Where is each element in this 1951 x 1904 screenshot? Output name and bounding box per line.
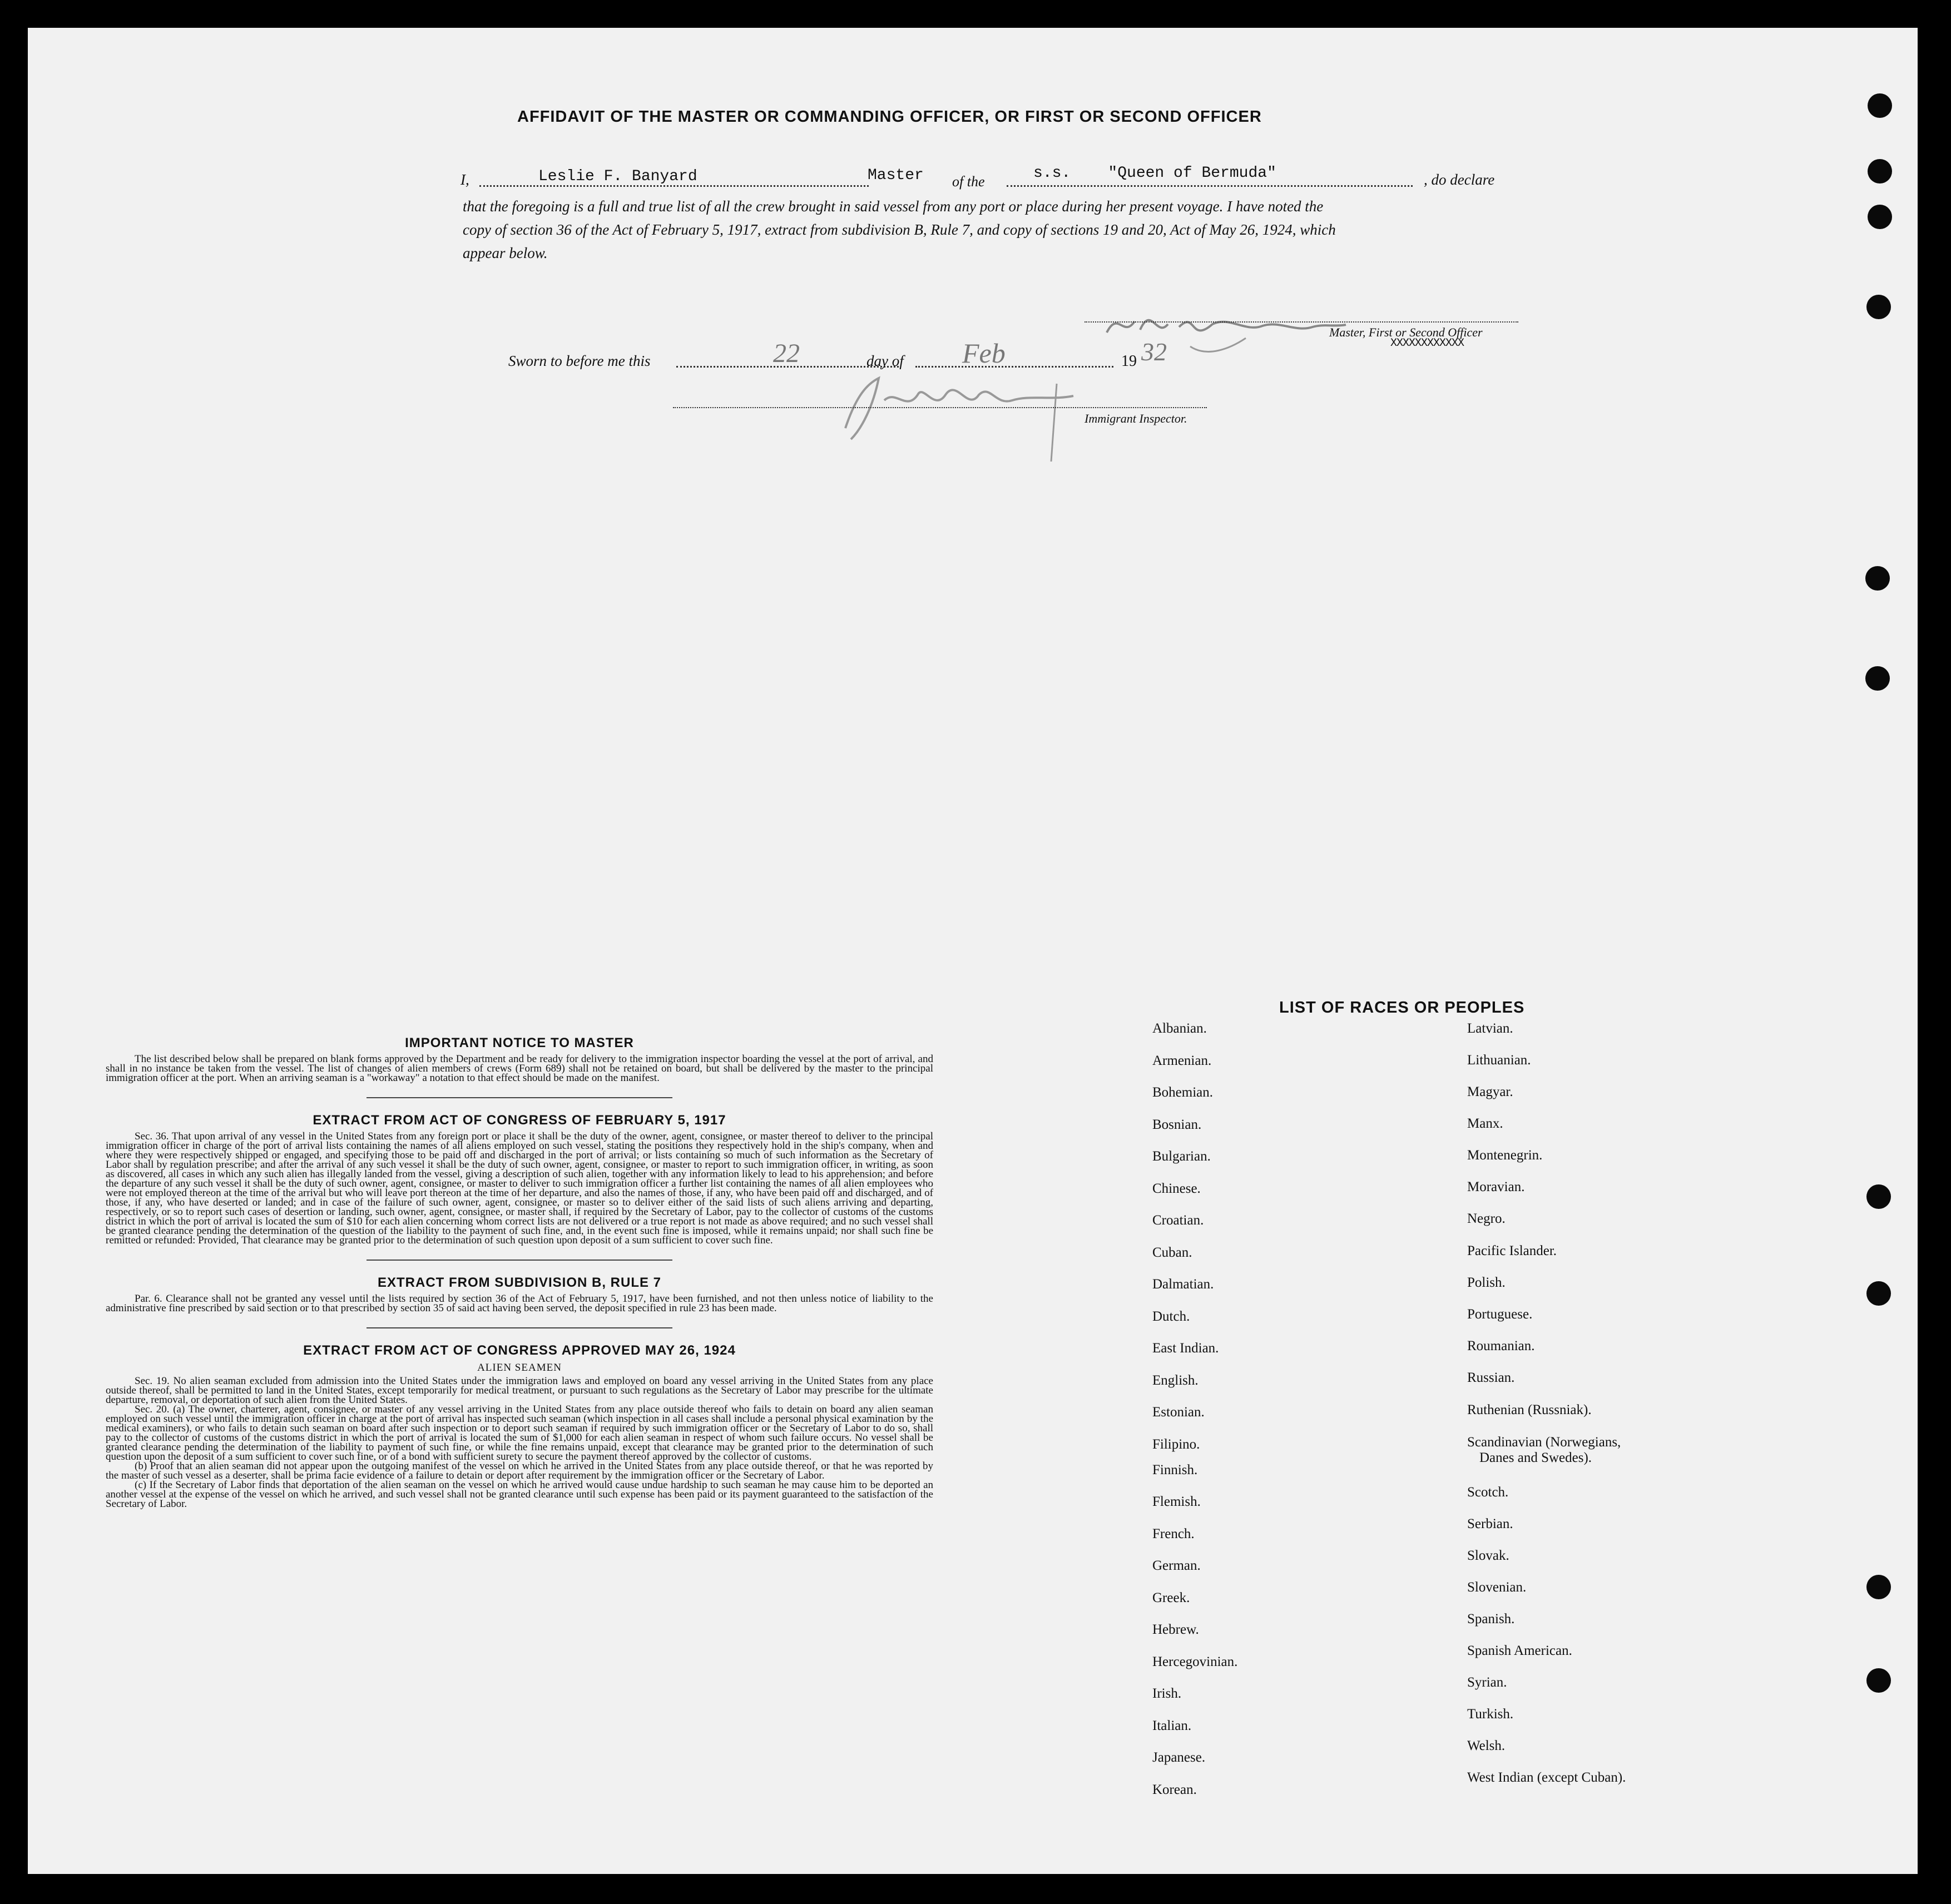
race-item: Scandinavian (Norwegians, — [1467, 1435, 1621, 1450]
extract1-heading: EXTRACT FROM ACT OF CONGRESS OF FEBRUARY 5, 1917 — [313, 1113, 726, 1128]
race-item: Slovak. — [1467, 1548, 1509, 1563]
race-item: Latvian. — [1467, 1021, 1513, 1036]
race-item: Portuguese. — [1467, 1307, 1533, 1322]
race-item: East Indian. — [1152, 1341, 1219, 1356]
race-item: Japanese. — [1152, 1750, 1206, 1765]
affidavit-title: AFFIDAVIT OF THE MASTER OR COMMANDING OFFICER, OR FIRST OR SECOND OFFICER — [517, 108, 1262, 126]
inspector-signature-line — [673, 407, 1207, 408]
race-item: Italian. — [1152, 1718, 1192, 1733]
punch-hole — [1865, 566, 1890, 591]
race-item: Filipino. — [1152, 1436, 1200, 1452]
extract1-body: Sec. 36. That upon arrival of any vessel in the United States from any foreign port or place it shall be the duty of the owner, agent, consignee, or master thereof to deliver to the principal immigration officer in charge of the port of arrival lists containing the names of all aliens employed on such vessel, stating the positions they respectively hold in the ship's company, when and where they were respectively shipped or engaged, and specifying those to be paid off and discharged in the port of arrival; or lists containing so much of such information as the Secretary of Labor shall by regulation prescribe; and after the arrival of any such vessel it shall be the duty of such owner, agent, consignee, or master to report to such immigration officer, in writing, as soon as discovered, all cases in which any such alien has illegally landed from the vessel, giving a description of such alien, together with any information likely to lead to his apprehension; and before the departure of any such vessel it shall be the duty of such owner, agent, consignee, or master to deliver to such immigration officer a further list containing the names of all alien employees who were not employed thereon at the time of the arrival but who will leave port thereon at the time of her departure, and also the names of those, if any, who have been paid off and discharged, and of those, if any, who have deserted or landed; and in case of the failure of such owner, agent, consignee, or master so to deliver either of the said lists of such aliens arriving and departing, respectively, or so to report such cases of desertion or landing, such owner, agent, consignee, or master shall, if required by the Secretary of Labor, pay to the collector of customs of the customs district in which the port of arrival is located the sum of $10 for each alien concerning whom correct lists are not delivered or a true report is not made as above required; and no such vessel shall be granted clearance pending the determination of the question of the liability to the payment of such fine, and, in the event such fine is imposed, while it remains unpaid; nor shall such fine be remitted or refunded: Provided, That clearance may be granted prior to the determination of such question upon deposit of a sum sufficient to cover such fine. — [106, 1130, 933, 1246]
divider — [367, 1260, 672, 1261]
race-item: Irish. — [1152, 1686, 1182, 1701]
punch-hole — [1866, 1668, 1891, 1693]
punch-hole — [1868, 205, 1892, 229]
vessel-name-field: s.s. "Queen of Bermuda" — [1033, 165, 1276, 182]
do-declare-label: , do declare — [1424, 171, 1495, 188]
race-item: English. — [1152, 1372, 1199, 1388]
race-item: Magyar. — [1467, 1084, 1513, 1099]
punch-hole — [1868, 159, 1892, 184]
race-item: Negro. — [1467, 1211, 1506, 1226]
master-signature — [1101, 299, 1357, 360]
race-item: Scotch. — [1467, 1485, 1509, 1500]
race-item: Cuban. — [1152, 1244, 1192, 1260]
divider — [367, 1327, 672, 1328]
race-item: Montenegrin. — [1467, 1148, 1543, 1163]
race-item: Chinese. — [1152, 1181, 1201, 1196]
race-item: Manx. — [1467, 1116, 1503, 1131]
divider — [367, 1097, 672, 1098]
race-item: Moravian. — [1467, 1179, 1525, 1194]
race-item: Hebrew. — [1152, 1622, 1199, 1637]
sworn-label: Sworn to before me this — [508, 353, 651, 369]
race-item: Ruthenian (Russniak). — [1467, 1402, 1592, 1417]
race-item: Dalmatian. — [1152, 1277, 1214, 1292]
race-item: Turkish. — [1467, 1707, 1514, 1722]
race-item: Lithuanian. — [1467, 1053, 1531, 1068]
race-item: Polish. — [1467, 1275, 1506, 1290]
of-the-label: of the — [952, 173, 985, 190]
race-item: Serbian. — [1467, 1516, 1513, 1531]
race-item: Armenian. — [1152, 1053, 1212, 1068]
month-value: Feb — [962, 338, 1006, 369]
races-heading: LIST OF RACES OR PEOPLES — [1279, 999, 1525, 1017]
race-item: Korean. — [1152, 1782, 1197, 1797]
punch-hole — [1866, 295, 1891, 319]
race-item: Roumanian. — [1467, 1338, 1535, 1353]
race-item: Greek. — [1152, 1590, 1190, 1605]
day-value: 22 — [773, 339, 800, 368]
sec20b-body: (b) Proof that an alien seaman did not appear upon the outgoing manifest of the vessel on which he arrived in the United States from any place outside thereof, or that he was reported by the master of such vessel as a deserter, shall be prima facie evidence of a failure to detain or deport after requirement by the immigration officer or the Secretary of Labor. — [106, 1460, 933, 1481]
race-item: French. — [1152, 1526, 1195, 1541]
struck-out-text: XXXXXXXXXXXX — [1390, 337, 1464, 350]
sec20a-body: Sec. 20. (a) The owner, charterer, agent, consignee, or master of any vessel arriving in the United States from any place outside thereof who fails to detain on board any alien seaman employed on such vessel until the immigration officer in charge at the port of arrival has inspected such seaman (which inspection in all cases shall include a personal physical examination by the medical examiners), or who fails to detain such seaman on board after such inspection or to deport such seaman if required by such immigration officer or the Secretary of Labor to do so, shall pay to the collector of customs of the customs district in which the port of arrival is located the sum of $1,000 for each alien seaman in respect of whom such failure occurs. No vessel shall be granted clearance pending the determination of the liability to payment of such fine, or while the fine remains unpaid, except that clearance may be granted prior to the determination of such question upon the deposit of a sum sufficient to cover such fine, or of a bond with sufficient surety to secure the payment thereof approved by the collector of customs. — [106, 1404, 933, 1462]
race-item: Bosnian. — [1152, 1117, 1202, 1132]
notice-column — [106, 1035, 933, 1509]
race-item: Finnish. — [1152, 1462, 1198, 1477]
vessel-field-line — [1007, 185, 1413, 187]
extract2-heading: EXTRACT FROM SUBDIVISION B, RULE 7 — [377, 1275, 662, 1290]
name-field-line — [479, 185, 869, 187]
sec20c-body: (c) If the Secretary of Labor finds that deportation of the alien seaman on the vessel on which he arrived would cause undue hardship to such seaman he may cause him to be deported an another vessel at the expense of the vessel on which he arrived, and such vessel shall not be granted clearance until such expense has been paid or its payment guaranteed to the satisfaction of the Secretary of Labor. — [106, 1479, 933, 1510]
punch-hole — [1866, 1281, 1891, 1306]
race-item: German. — [1152, 1558, 1201, 1573]
notice-heading: IMPORTANT NOTICE TO MASTER — [405, 1035, 634, 1050]
year-prefix: 19 — [1121, 353, 1137, 370]
document-page — [28, 28, 1918, 1874]
race-item: Slovenian. — [1467, 1580, 1527, 1595]
extract2-body: Par. 6. Clearance shall not be granted any vessel until the lists required by section 36 of the Act of February 5, 1917, have been furnished, and not then unless notice of liability to the administrative fine prescribed by said section or to that prescribed by section 35 of said act having been served, the deposit specified in rule 23 has been made. — [106, 1293, 933, 1314]
master-name-field: Leslie F. Banyard — [538, 168, 697, 185]
master-signature-line — [1085, 321, 1518, 323]
year-value: 32 — [1141, 338, 1167, 366]
race-item: Albanian. — [1152, 1021, 1207, 1036]
extract3-heading: EXTRACT FROM ACT OF CONGRESS APPROVED MAY 26, 1924 — [303, 1343, 736, 1358]
declaration-line-3: copy of section 36 of the Act of February 5, 1917, extract from subdivision B, Rule 7, and copy of sections 19 and 20, Act of May 26, 1924, which — [463, 221, 1336, 238]
race-item: Syrian. — [1467, 1675, 1507, 1690]
race-item: Russian. — [1467, 1370, 1515, 1385]
extract3-subheading: ALIEN SEAMEN — [477, 1362, 562, 1374]
day-of-label: day of — [866, 353, 904, 369]
pronoun-label: I, — [460, 171, 469, 188]
inspector-caption: Immigrant Inspector. — [1085, 411, 1187, 425]
race-item: Hercegovinian. — [1152, 1654, 1238, 1669]
sec19-body: Sec. 19. No alien seaman excluded from admission into the United States under the immigration laws and employed on board any vessel arriving in the United States from any place outside thereof, shall be permitted to land in the United States, except temporarily for medical treatment, or pursuant to such regulations as the Secretary of Labor may prescribe for the ultimate departure, removal, or deportation of such alien from the United States. — [106, 1375, 933, 1406]
race-item: Bulgarian. — [1152, 1149, 1211, 1164]
race-item: Spanish American. — [1467, 1643, 1572, 1658]
punch-hole — [1866, 1184, 1891, 1209]
race-item: Estonian. — [1152, 1405, 1205, 1420]
race-item: Croatian. — [1152, 1213, 1204, 1228]
race-item: Flemish. — [1152, 1494, 1201, 1509]
punch-hole — [1866, 1575, 1891, 1599]
rank-field: Master — [868, 167, 924, 184]
declaration-line-2: that the foregoing is a full and true list of all the crew brought in said vessel from any port or place during her present voyage. I have noted the — [463, 198, 1324, 215]
race-item: Bohemian. — [1152, 1085, 1214, 1100]
race-item: Dutch. — [1152, 1308, 1190, 1324]
race-item: Pacific Islander. — [1467, 1243, 1557, 1258]
notice-body: The list described below shall be prepared on blank forms approved by the Department and be ready for delivery to the immigration inspector boarding the vessel at the port of arrival, and shall in no instance be taken from the vessel. The list of changes of alien members of crews (Form 689) shall not be retained on board, but shall be delivered by the master to the principal immigration officer at the port. When an arriving seaman is a "workaway" a notation to that effect should be made on the manifest. — [106, 1053, 933, 1084]
race-item: Welsh. — [1467, 1738, 1506, 1753]
master-caption: Master, First or Second Officer — [1329, 325, 1483, 339]
punch-hole — [1868, 93, 1892, 118]
race-item: West Indian (except Cuban). — [1467, 1770, 1626, 1785]
race-item: Spanish. — [1467, 1612, 1515, 1627]
declaration-line-4: appear below. — [463, 245, 548, 261]
race-item: Danes and Swedes). — [1479, 1450, 1592, 1465]
punch-hole — [1865, 666, 1890, 691]
